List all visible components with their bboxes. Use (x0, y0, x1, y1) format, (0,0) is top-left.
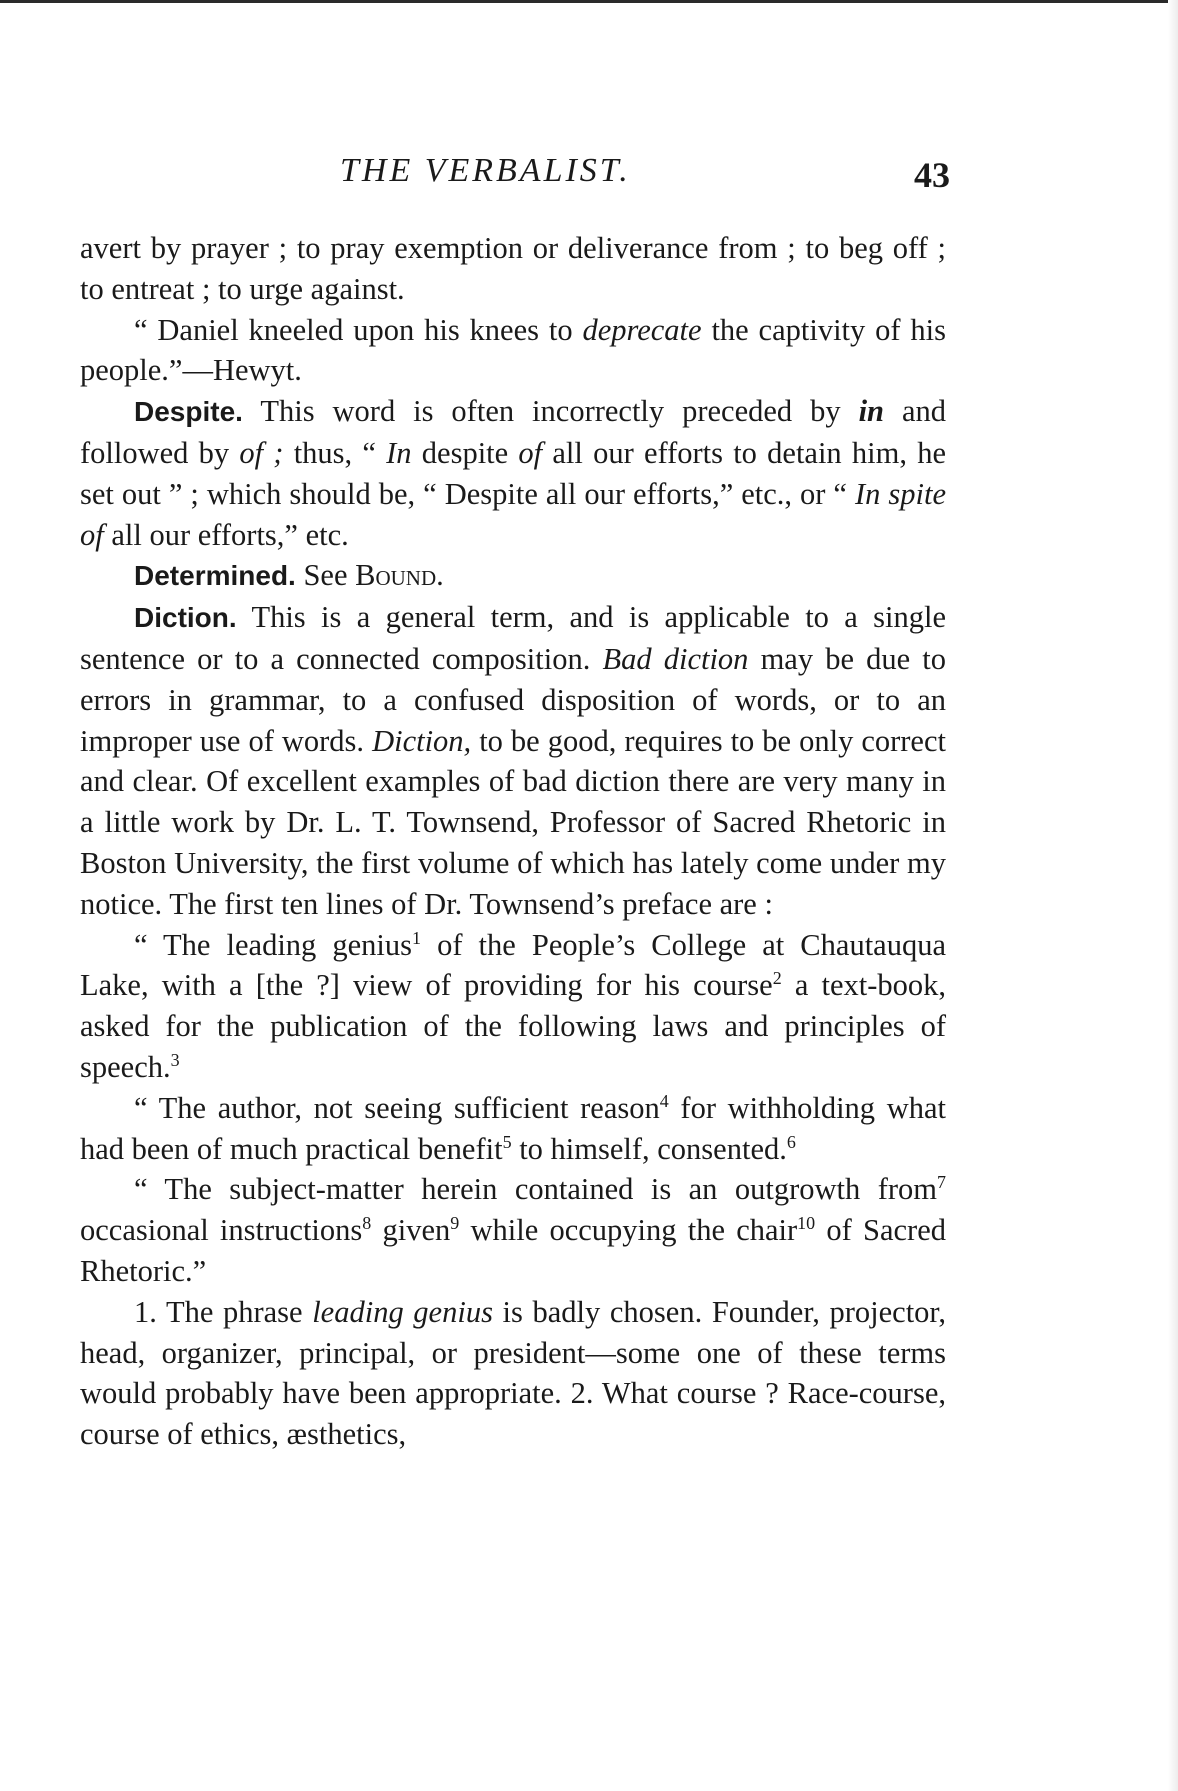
footnote-ref-6: 6 (786, 1131, 796, 1152)
body-text (80, 228, 946, 1455)
p8-t4: while occupying the chair (459, 1213, 798, 1248)
quote-preface-3 (80, 1169, 946, 1291)
p6-t3: a text-book, asked for the publication of the following laws and principles of speech. (80, 968, 946, 1084)
footnote-ref-10: 10 (797, 1212, 816, 1233)
paragraph-deprecate-quote (80, 310, 946, 392)
p6-t2: of the People’s College at Chautauqua Lake, with a [the ?] view of providing for his course (80, 927, 946, 1003)
footnote-ref-9: 9 (450, 1212, 460, 1233)
footnote-ref-7: 7 (937, 1172, 946, 1193)
quote-preface-1 (80, 925, 946, 1088)
p8-t2: occasional instructions (80, 1213, 363, 1248)
p5-t3: to be good, requires to be only correct and clear. Of excellent examples of bad diction there are very many in a little work by Dr. L. T. Townsend, Professor of Sacred Rhetoric in Boston University, the first volume of which has lately come under my notice. The first ten lines of Dr. Townsend’s preface are : (80, 723, 946, 921)
footnote-ref-3: 3 (170, 1049, 180, 1070)
p8-t3: given (371, 1213, 451, 1248)
p3-t6: all our efforts,” etc. (103, 517, 349, 552)
footnote-ref-4: 4 (659, 1090, 669, 1111)
p5-t1: This is a general term, and is applicable to a single sentence or to a connected composition. (80, 600, 946, 676)
entry-determined (80, 555, 946, 597)
page-top-edge (0, 0, 1178, 3)
commentary-leading-genius (80, 1292, 946, 1455)
p9-t2: is badly chosen. Founder, projector, head, organizer, principal, or president—some one of these terms would probably have been appropriate. 2. What course ? Race-course, course of ethics, æsthetics, (80, 1294, 946, 1452)
running-head: THE VERBALIST. (340, 152, 631, 189)
entry-despite (80, 391, 946, 555)
p8-t1: “ The subject-matter herein contained is an outgrowth from (134, 1172, 937, 1207)
p5-t2: may be due to errors in grammar, to a confused disposition of words, or to an improper use of words. (80, 641, 946, 758)
p1-text: avert by prayer ; to pray exemption or deliverance from ; to beg off ; to entreat ; to urge against. (80, 231, 946, 306)
p3-t5: all our efforts to detain him, he set out ” ; which should be, “ Despite all our efforts,” etc., or “ (80, 435, 946, 511)
p7-t3: to himself, consented. (511, 1131, 787, 1166)
p3-t3: thus, “ (283, 435, 387, 470)
page-header (90, 148, 950, 195)
p3-t4: despite (411, 435, 519, 470)
page-right-edge-shadow (1168, 0, 1178, 1791)
p3-em4: of (518, 435, 543, 470)
p3-em5: In spite of (80, 476, 946, 552)
p5-em1: Bad diction (602, 641, 749, 676)
entry-diction (80, 597, 946, 924)
p5-em2: Diction, (372, 723, 472, 758)
headword-diction: Diction. (134, 602, 237, 634)
p3-em1: in (858, 394, 884, 429)
p3-em3: In (386, 435, 412, 470)
footnote-ref-1: 1 (412, 927, 422, 948)
p3-em2: of ; (239, 435, 284, 470)
p9-t1: 1. The phrase (134, 1294, 313, 1329)
p3-t1: This word is often incorrectly preceded by (242, 394, 859, 429)
p4-t1: See (295, 558, 356, 593)
headword-determined: Determined. (134, 560, 296, 592)
p6-t1: “ The leading genius (134, 927, 413, 962)
p7-t1: “ The author, not seeing sufficient reason (134, 1090, 660, 1125)
footnote-ref-5: 5 (502, 1131, 512, 1152)
footnote-ref-2: 2 (772, 968, 782, 989)
p3-t2: and followed by (80, 394, 946, 470)
p9-em1: leading genius (312, 1294, 493, 1329)
paragraph-deprecate-definition (80, 228, 946, 310)
p2-em-deprecate: deprecate (582, 312, 702, 347)
headword-despite: Despite. (134, 396, 243, 428)
quote-preface-2 (80, 1088, 946, 1170)
p2-before: “ Daniel kneeled upon his knees to (134, 312, 583, 347)
p7-t2: for withholding what had been of much practical benefit (80, 1090, 946, 1166)
p8-t5: of Sacred Rhetoric.” (80, 1213, 947, 1288)
footnote-ref-8: 8 (362, 1212, 372, 1233)
p2-after: the captivity of his people.”—Hewyt. (80, 312, 946, 388)
page-number: 43 (914, 155, 950, 195)
cross-reference-bound: Bound. (355, 558, 444, 593)
